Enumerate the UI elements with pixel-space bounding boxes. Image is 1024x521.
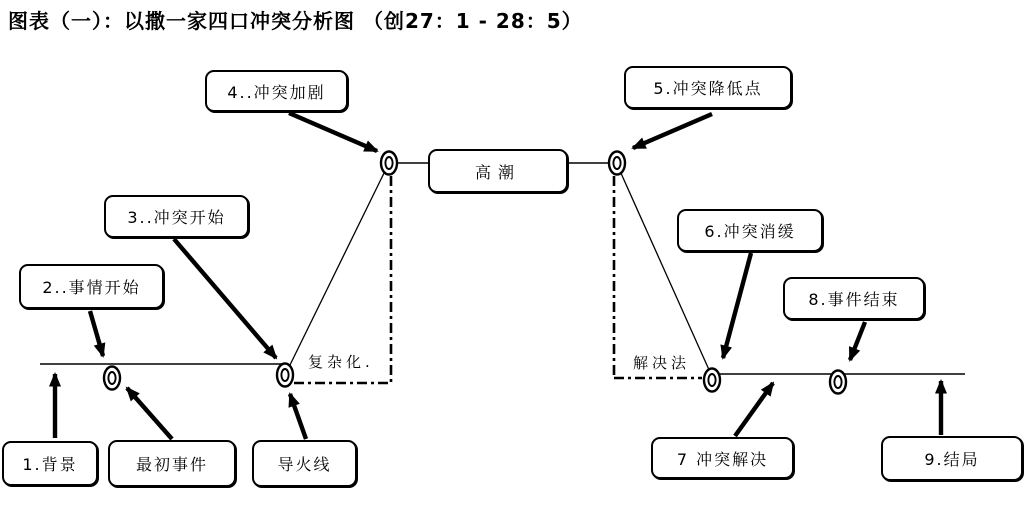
box-initial-event — [108, 440, 236, 487]
arrow-event-start-to-baseline — [90, 311, 103, 356]
box-conflict-resolve — [651, 437, 794, 479]
rising-action-line — [289, 167, 387, 367]
box-initial-event-label: 最初事件 — [135, 455, 208, 474]
box-conflict-decline — [624, 66, 792, 109]
box-background-label: 1.背景 — [22, 455, 78, 474]
box-climax-label: 高潮 — [474, 162, 521, 182]
arrow-conflict-resolve-to-baseline — [735, 383, 773, 436]
box-ending-label: 9.结局 — [924, 450, 980, 469]
box-event-start — [19, 264, 164, 309]
node-circle-fuse — [277, 364, 293, 387]
arrow-conflict-ease-to-node — [723, 253, 751, 358]
box-conflict-resolve-label: 7 冲突解决 — [676, 449, 769, 469]
box-conflict-ease-label: 6.冲突消缓 — [704, 222, 796, 241]
arrow-conflict-intensify-to-node — [289, 113, 377, 151]
box-event-end-label: 8.事件结束 — [808, 290, 900, 309]
box-conflict-start — [104, 195, 249, 238]
arrow-conflict-decline-to-node — [633, 114, 712, 148]
box-conflict-intensify-label: 4..冲突加剧 — [227, 82, 326, 102]
node-circle-initial-event — [104, 367, 120, 390]
arrow-initial-event-to-node — [127, 388, 172, 439]
box-conflict-decline-label: 5.冲突降低点 — [653, 79, 763, 98]
node-circle-resolution — [704, 369, 720, 392]
node-circle-climax-left — [381, 152, 397, 175]
box-ending — [881, 436, 1023, 481]
box-conflict-ease — [677, 209, 823, 252]
arrow-conflict-start-to-node — [174, 239, 276, 358]
box-conflict-start-label: 3..冲突开始 — [127, 208, 226, 227]
box-fuse-label: 导火线 — [277, 455, 332, 474]
box-event-start-label: 2..事情开始 — [42, 278, 141, 297]
box-background — [2, 441, 98, 486]
node-circle-climax-right — [609, 152, 625, 175]
arrow-event-end-to-node — [850, 322, 865, 360]
label-solution: 解决法 — [633, 354, 691, 372]
box-event-end — [783, 277, 925, 320]
label-complication: 复杂化. — [308, 353, 374, 371]
box-conflict-intensify — [205, 70, 348, 112]
node-circle-event-end — [830, 371, 846, 394]
box-climax — [428, 149, 568, 193]
box-fuse — [252, 440, 357, 487]
falling-action-line — [620, 171, 710, 372]
page-title: 图表（一）：以撒一家四口冲突分析图 （创27：1 - 28：5） — [8, 9, 583, 33]
arrow-fuse-to-node — [290, 394, 306, 439]
